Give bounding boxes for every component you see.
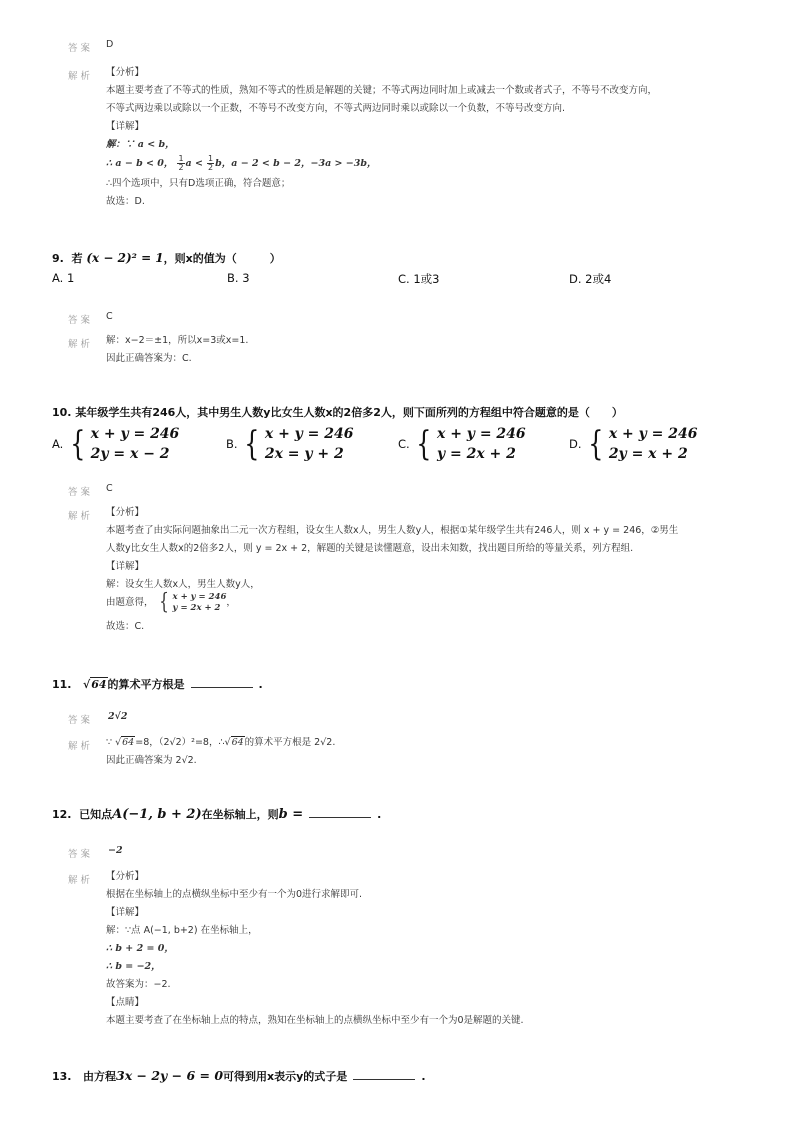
section-heading: 【详解】: [106, 907, 145, 918]
solution-line: 解：∵ a < b，: [106, 139, 175, 150]
option-c[interactable]: C. 1或3: [398, 272, 440, 286]
solution-line: 故答案为：−2.: [106, 979, 171, 990]
analysis-tag: 解析: [68, 339, 94, 350]
section-heading: 【详解】: [106, 121, 145, 132]
solution-line: ∴ a − b < 0， $\frac{1}{2}$ a < $\frac{1}{2}$ b，a − 2 < b − 2，−3a > −3b，: [106, 154, 377, 172]
section-heading: 【分析】: [106, 67, 145, 78]
option-d[interactable]: D. 2或4: [569, 272, 612, 286]
solution-line: 解：∵点 A(−1, b+2) 在坐标轴上，: [106, 925, 258, 936]
answer-value: C: [106, 311, 113, 322]
section-heading: 【分析】: [106, 507, 145, 518]
option-a[interactable]: A. { x + y = 246 2y = x − 2: [52, 424, 180, 464]
analysis-tag: 解析: [68, 71, 94, 82]
question-stem: 10. 某年级学生共有246人，其中男生人数y比女生人数x的2倍多2人，则下面所列的方程组中符合题意的是（ ）: [52, 406, 623, 419]
fraction: $\frac{1}{2}$: [178, 154, 184, 172]
solution-line: 故选：C.: [106, 621, 145, 632]
answer-value: D: [106, 39, 114, 50]
question-stem: 13. 由方程3x − 2y − 6 = 0可得到用x表示y的式子是 .: [52, 1068, 426, 1083]
section-heading: 【详解】: [106, 561, 145, 572]
answer-tag: 答案: [68, 849, 94, 860]
fraction: $\frac{1}{2}$: [208, 154, 214, 172]
answer-tag: 答案: [68, 487, 94, 498]
option-c[interactable]: C. { x + y = 246 y = 2x + 2: [398, 424, 526, 464]
solution-line: ∴ b = −2，: [106, 961, 161, 972]
solution-line: 解：设女生人数x人，男生人数y人，: [106, 579, 260, 590]
fill-blank[interactable]: [309, 807, 371, 818]
solution-line: 因此正确答案为：C.: [106, 353, 192, 364]
analysis-text: 根据在坐标轴上的点横纵坐标中至少有一个为0进行求解即可.: [106, 889, 363, 900]
analysis-tag: 解析: [68, 511, 94, 522]
answer-tag: 答案: [68, 315, 94, 326]
option-b[interactable]: B. 3: [227, 271, 250, 285]
solution-line: ∴ b + 2 = 0，: [106, 943, 174, 954]
question-stem: 9. 若 (x − 2)² = 1，则x的值为（ ）: [52, 251, 281, 265]
solution-line: 因此正确答案为 2√2.: [106, 755, 197, 766]
analysis-tag: 解析: [68, 741, 94, 752]
section-heading: 【点睛】: [106, 997, 145, 1008]
answer-value: −2: [108, 845, 123, 856]
answer-tag: 答案: [68, 43, 94, 54]
fill-blank[interactable]: [191, 677, 253, 688]
analysis-text: 本题主要考查了不等式的性质，熟知不等式的性质是解题的关键；不等式两边同时加上或减去一个数或者式子，不等号不改变方向，: [106, 85, 658, 96]
analysis-text: 本题考查了由实际问题抽象出二元一次方程组，设女生人数x人，男生人数y人，根据①某年级学生共有246人，则 x + y = 246，②男生: [106, 525, 679, 536]
answer-value: 2√2: [108, 711, 128, 722]
section-heading: 【分析】: [106, 871, 145, 882]
solution-line: 解：x−2＝±1，所以x=3或x=1.: [106, 335, 249, 346]
analysis-tag: 解析: [68, 875, 94, 886]
option-a[interactable]: A. 1: [52, 271, 75, 285]
question-stem: 12. 已知点A(−1, b + 2)在坐标轴上，则b = .: [52, 807, 382, 822]
fill-blank[interactable]: [353, 1069, 415, 1080]
solution-line: ∵ √64=8，（2√2）²=8，∴√64的算术平方根是 2√2.: [106, 737, 336, 748]
analysis-text: 人数y比女生人数x的2倍多2人，则 y = 2x + 2，解题的关键是读懂题意，设出未知数，找出题目所给的等量关系，列方程组.: [106, 543, 634, 554]
option-b[interactable]: B. { x + y = 246 2x = y + 2: [226, 424, 354, 464]
solution-line: 故选：D.: [106, 196, 145, 207]
solution-line: ∴四个选项中，只有D选项正确，符合题意；: [106, 178, 291, 189]
answer-value: C: [106, 483, 113, 494]
question-stem: 11. √64的算术平方根是 .: [52, 678, 263, 691]
solution-line: 由题意得， { x + y = 246 y = 2x + 2 ，: [106, 590, 236, 615]
analysis-text: 不等式两边乘以或除以一个正数，不等号不改变方向，不等式两边同时乘以或除以一个负数，不等号改变方向.: [106, 103, 566, 114]
option-d[interactable]: D. { x + y = 246 2y = x + 2: [569, 424, 698, 464]
answer-tag: 答案: [68, 715, 94, 726]
analysis-text: 本题主要考查了在坐标轴上点的特点，熟知在坐标轴上的点横纵坐标中至少有一个为0是解题的关键.: [106, 1015, 524, 1026]
